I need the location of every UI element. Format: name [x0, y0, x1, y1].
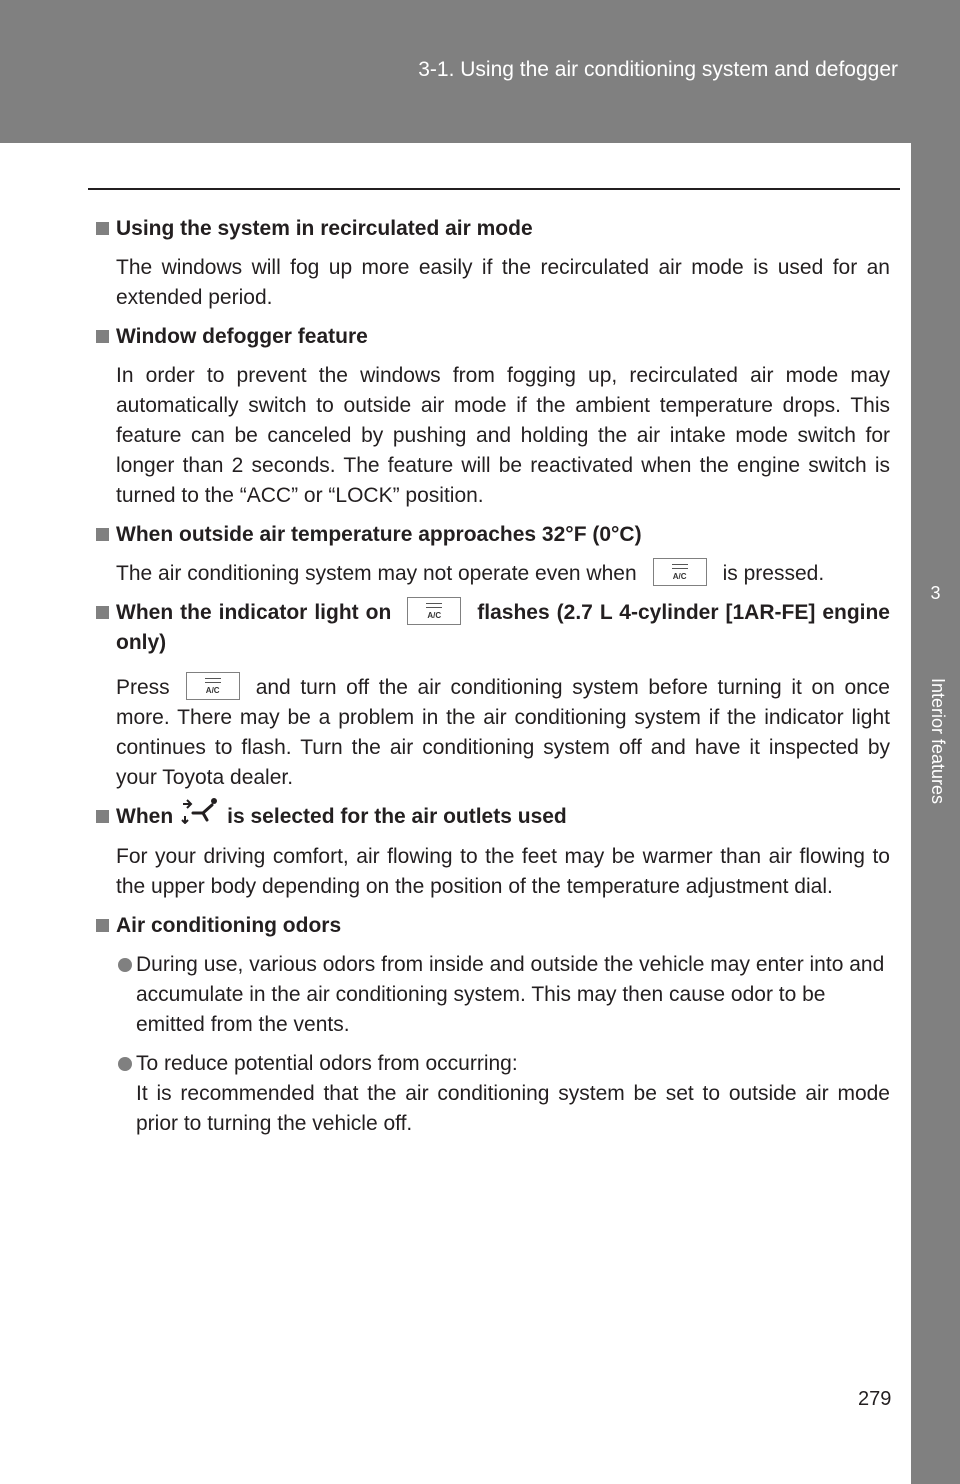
bullet-text: During use, various odors from inside and outside the vehicle may enter into and accumulate in the air conditioning system. This may then cause odor to be emitted from the vents.	[136, 953, 885, 1036]
section-body: The windows will fog up more easily if the recirculated air mode is used for an extended period.	[116, 256, 890, 309]
square-bullet-icon	[96, 919, 109, 932]
body-text: is pressed.	[722, 562, 825, 585]
page-header	[0, 0, 960, 143]
page-number: 279	[858, 1388, 892, 1410]
list-item	[96, 950, 890, 1040]
section-title: Window defogger feature	[116, 325, 368, 348]
section-title: is selected for the air outlets used	[227, 805, 567, 829]
section-title: flashes (2.7 L 4-cylinder [1AR-FE] engine only)	[116, 601, 890, 654]
square-bullet-icon	[96, 528, 109, 541]
content	[96, 214, 890, 1148]
section-title: When	[116, 805, 174, 829]
chapter-number: 3	[930, 583, 941, 603]
section-recirculated-air	[96, 214, 890, 313]
header-rule	[88, 188, 900, 190]
section-indicator-flashes	[96, 598, 890, 793]
body-text: The air conditioning system may not operate even when	[116, 562, 637, 585]
square-bullet-icon	[96, 810, 109, 823]
section-ac-odors	[96, 911, 890, 1139]
body-text: and turn off the air conditioning system before turning it on once more. There may be a problem in the air conditioning system if the indicator light continues to flash. Turn the air conditioning system off and have it inspected by your Toyota dealer.	[116, 676, 890, 789]
square-bullet-icon	[96, 606, 109, 619]
section-outside-temperature	[96, 520, 890, 589]
section-air-outlets	[96, 802, 890, 902]
square-bullet-icon	[96, 222, 109, 235]
ac-button-icon: A/C	[186, 672, 240, 700]
section-window-defogger	[96, 322, 890, 511]
side-tab	[911, 143, 960, 1484]
chapter-title: 3-1. Using the air conditioning system and defogger	[418, 58, 898, 81]
bullet-text: It is recommended that the air conditioning system be set to outside air mode prior to turning the vehicle off.	[136, 1082, 890, 1135]
section-title: Air conditioning odors	[116, 914, 342, 937]
section-title: When the indicator light on	[116, 601, 392, 624]
floor-and-face-vent-icon	[181, 796, 219, 833]
bullet-text: To reduce potential odors from occurring:	[136, 1052, 518, 1075]
round-bullet-icon	[118, 1057, 132, 1071]
body-text: Press	[116, 676, 170, 699]
list-item	[96, 1049, 890, 1139]
section-body: For your driving comfort, air flowing to the feet may be warmer than air flowing to the upper body depending on the position of the temperature adjustment dial.	[116, 845, 890, 898]
square-bullet-icon	[96, 330, 109, 343]
section-title: When outside air temperature approaches 32°F (0°C)	[116, 523, 642, 546]
ac-button-icon: A/C	[407, 597, 461, 625]
round-bullet-icon	[118, 958, 132, 972]
section-title: Using the system in recirculated air mode	[116, 217, 533, 240]
section-body: In order to prevent the windows from fogging up, recirculated air mode may automatically switch to outside air mode if the ambient temperature drops. This feature can be canceled by pushing and holding the air intake mode switch for longer than 2 seconds. The feature will be reactivated when the engine switch is turned to the “ACC” or “LOCK” position.	[116, 364, 890, 507]
chapter-label: Interior features	[928, 678, 948, 805]
ac-button-icon: A/C	[653, 558, 707, 586]
